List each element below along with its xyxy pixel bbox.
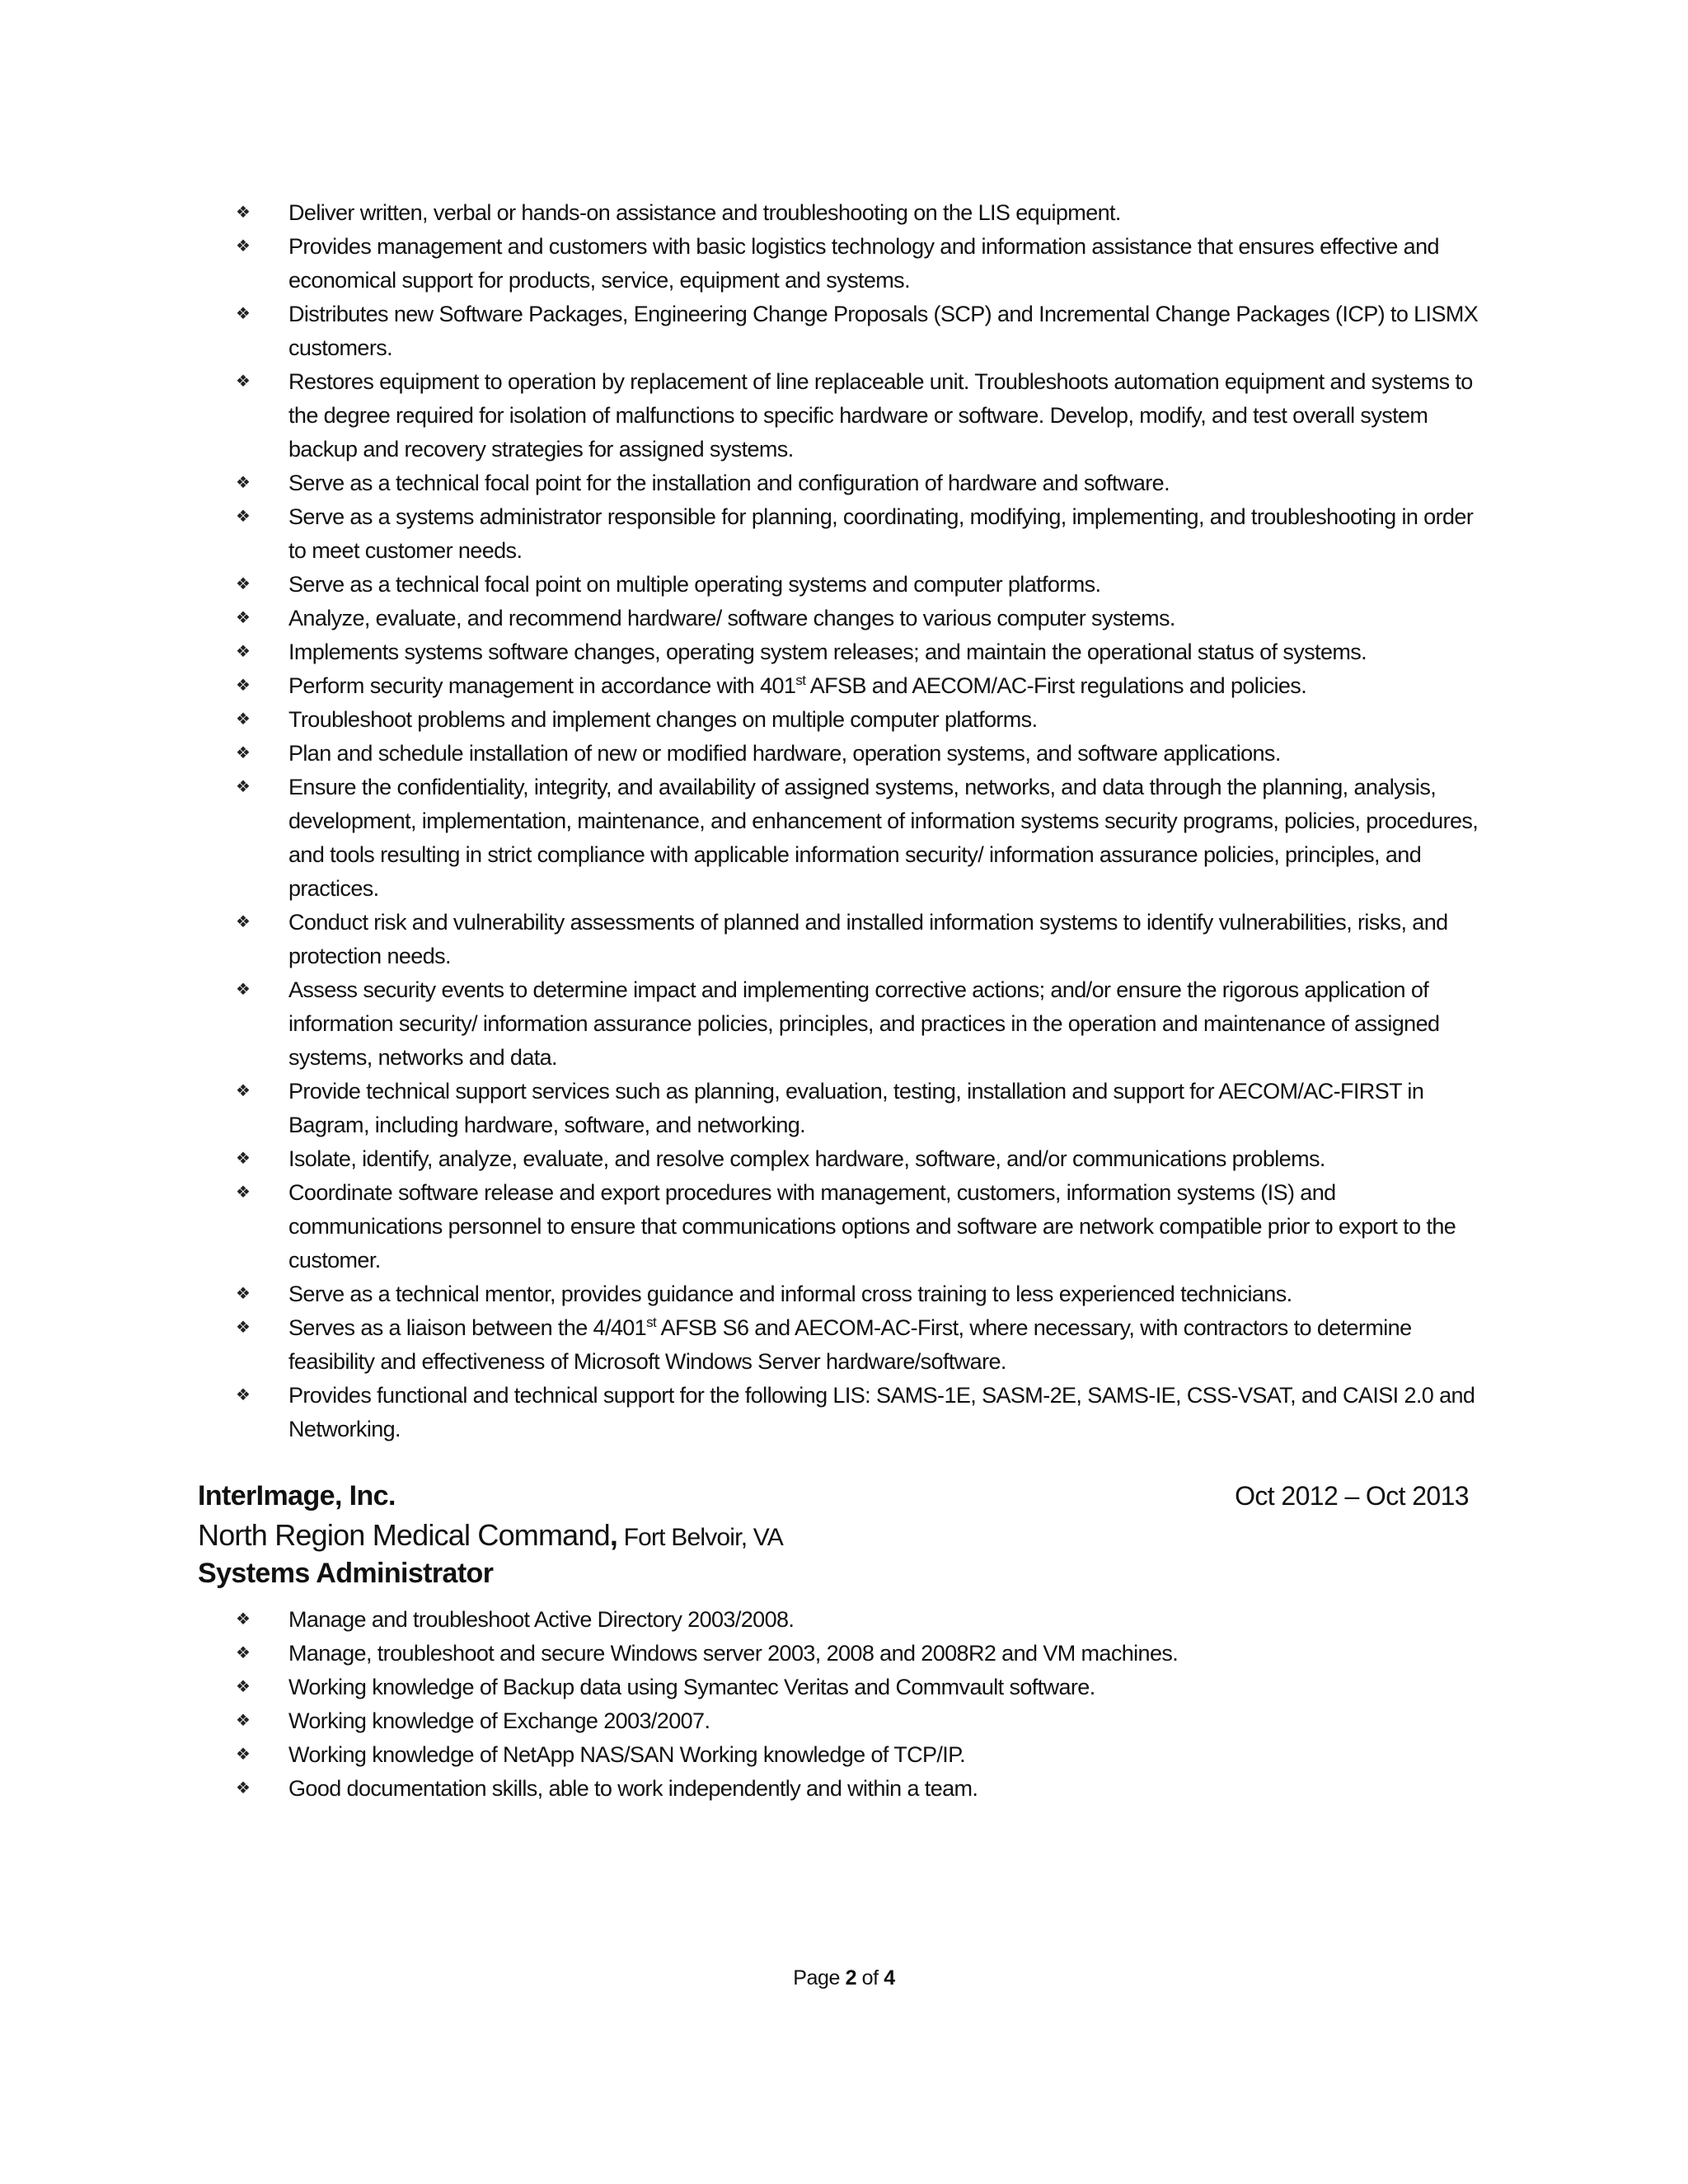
bullet-item: [198, 1704, 1492, 1738]
bullet-diamond-icon: ❖: [236, 1712, 251, 1730]
bullet-item: [198, 1176, 1492, 1277]
bullet-text: Serve as a technical mentor, provides guidance and informal cross training to less experienced technicians.: [288, 1282, 1292, 1306]
bullet-diamond-icon: ❖: [236, 237, 251, 255]
bullet-text: Serve as a systems administrator responsible for planning, coordinating, modifying, implementing, and troubleshooting in order to meet customer needs.: [288, 504, 1474, 563]
bullet-text: Manage and troubleshoot Active Directory 2003/2008.: [288, 1607, 795, 1632]
bullet-diamond-icon: ❖: [236, 1610, 251, 1629]
bullet-diamond-icon: ❖: [236, 677, 251, 695]
bullet-item: [198, 771, 1492, 906]
bullet-diamond-icon: ❖: [236, 1386, 251, 1404]
bullet-diamond-icon: ❖: [236, 305, 251, 323]
bullet-diamond-icon: ❖: [236, 1285, 251, 1303]
bullet-item: [198, 568, 1492, 602]
bullet-text: Distributes new Software Packages, Engineering Change Proposals (SCP) and Incremental Change Packages (ICP) to LISMX customers.: [288, 302, 1479, 360]
company-name: InterImage, Inc.: [198, 1480, 396, 1511]
bullet-text: Perform security management in accordance with 401: [288, 673, 796, 698]
bullet-diamond-icon: ❖: [236, 1678, 251, 1696]
bullet-text: Good documentation skills, able to work independently and within a team.: [288, 1776, 978, 1801]
ordinal-suffix: st: [795, 673, 806, 688]
duties-list: [198, 196, 1492, 1446]
bullet-text: Deliver written, verbal or hands-on assistance and troubleshooting on the LIS equipment.: [288, 200, 1121, 225]
bullet-text: Analyze, evaluate, and recommend hardware/ software changes to various computer systems.: [288, 606, 1175, 630]
bullet-text-cont: AFSB and AECOM/AC-First regulations and policies.: [805, 673, 1307, 698]
bullet-item: [198, 298, 1492, 365]
bullet-text: Troubleshoot problems and implement changes on multiple computer platforms.: [288, 707, 1038, 732]
bullet-item: [198, 669, 1492, 703]
bullet-text: Provides management and customers with basic logistics technology and information assistance that ensures effective and economical support for products, service, equipment and systems.: [288, 234, 1439, 293]
bullet-item: [198, 365, 1492, 466]
job-location: Fort Belvoir, VA: [617, 1524, 783, 1551]
bullet-diamond-icon: ❖: [236, 1082, 251, 1100]
bullet-diamond-icon: ❖: [236, 1779, 251, 1797]
bullet-diamond-icon: ❖: [236, 474, 251, 492]
page-of-label: of: [856, 1966, 884, 1990]
bullet-text: Serve as a technical focal point on multiple operating systems and computer platforms.: [288, 572, 1101, 597]
bullet-diamond-icon: ❖: [236, 1183, 251, 1202]
bullet-item: [198, 1311, 1492, 1379]
bullet-text: Serves as a liaison between the 4/401: [288, 1315, 647, 1340]
bullet-item: [198, 1637, 1492, 1671]
bullet-text: Working knowledge of Exchange 2003/2007.: [288, 1708, 710, 1733]
bullet-item: [198, 230, 1492, 298]
job-header: [198, 1480, 1469, 1512]
job-title: Systems Administrator: [198, 1558, 494, 1589]
bullet-item: [198, 466, 1492, 500]
bullet-diamond-icon: ❖: [236, 981, 251, 999]
page-label: Page: [793, 1966, 846, 1990]
bullet-text: Provide technical support services such as planning, evaluation, testing, installation and support for AECOM/AC-FIRST in Bagram, including hardware, software, and networking.: [288, 1079, 1424, 1137]
bullet-diamond-icon: ❖: [236, 575, 251, 593]
bullet-text: Ensure the confidentiality, integrity, and availability of assigned systems, networks, and data through the planning, analysis, development, implementation, maintenance, and enhancement of information systems security programs, policies, procedures, and tools resulting in strict compliance with applicable information security/ information assurance policies, principles, and practices.: [288, 775, 1479, 901]
bullet-text: Conduct risk and vulnerability assessments of planned and installed information systems to identify vulnerabilities, risks, and protection needs.: [288, 910, 1448, 968]
ordinal-suffix: st: [646, 1315, 657, 1330]
bullet-diamond-icon: ❖: [236, 778, 251, 796]
bullet-item: [198, 602, 1492, 635]
organization-name: North Region Medical Command: [198, 1518, 610, 1552]
bullet-text: Isolate, identify, analyze, evaluate, and resolve complex hardware, software, and/or communications problems.: [288, 1146, 1325, 1171]
bullet-text-cont: AFSB S6 and AECOM-AC-First, where necessary, with contractors to determine feasibility and effectiveness of Microsoft Windows Server hardware/software.: [288, 1315, 1412, 1374]
bullet-diamond-icon: ❖: [236, 643, 251, 661]
page-total: 4: [884, 1966, 895, 1990]
bullet-item: [198, 1772, 1492, 1806]
page-footer: [0, 1966, 1688, 1990]
bullet-text: Provides functional and technical support for the following LIS: SAMS-1E, SASM-2E, SAMS-IE, CSS-VSAT, and CAISI 2.0 and Networking.: [288, 1383, 1475, 1441]
bullet-diamond-icon: ❖: [236, 1319, 251, 1337]
bullet-text: Serve as a technical focal point for the installation and configuration of hardware and software.: [288, 471, 1170, 495]
organization-line: [198, 1518, 783, 1553]
bullet-item: [198, 1142, 1492, 1176]
bullet-diamond-icon: ❖: [236, 744, 251, 762]
organization-comma: ,: [609, 1518, 618, 1552]
bullet-text: Coordinate software release and export procedures with management, customers, information systems (IS) and communications personnel to ensure that communications options and software are network compatible prior to export to the customer.: [288, 1180, 1456, 1272]
bullet-text: Assess security events to determine impact and implementing corrective actions; and/or ensure the rigorous application of information security/ information assurance policies, principles, and practices in the operation and maintenance of assigned systems, networks and data.: [288, 977, 1440, 1070]
bullet-diamond-icon: ❖: [236, 508, 251, 526]
bullet-item: [198, 906, 1492, 973]
bullet-item: [198, 1603, 1492, 1637]
bullet-diamond-icon: ❖: [236, 913, 251, 931]
bullet-text: Working knowledge of NetApp NAS/SAN Working knowledge of TCP/IP.: [288, 1742, 966, 1767]
bullet-item: [198, 973, 1492, 1075]
bullet-item: [198, 1738, 1492, 1772]
bullet-text: Manage, troubleshoot and secure Windows server 2003, 2008 and 2008R2 and VM machines.: [288, 1641, 1179, 1666]
page-current: 2: [845, 1966, 857, 1990]
bullet-diamond-icon: ❖: [236, 204, 251, 222]
bullet-item: [198, 196, 1492, 230]
bullet-item: [198, 1277, 1492, 1311]
bullet-text: Restores equipment to operation by replacement of line replaceable unit. Troubleshoots automation equipment and systems to the degree required for isolation of malfunctions to specific hardware or software. Develop, modify, and test overall system backup and recovery strategies for assigned systems.: [288, 369, 1473, 462]
bullet-item: [198, 737, 1492, 771]
bullet-text: Implements systems software changes, operating system releases; and maintain the operational status of systems.: [288, 640, 1367, 664]
bullet-item: [198, 1671, 1492, 1704]
bullet-item: [198, 1075, 1492, 1142]
bullet-text: Working knowledge of Backup data using Symantec Veritas and Commvault software.: [288, 1675, 1095, 1699]
bullet-text: Plan and schedule installation of new or modified hardware, operation systems, and software applications.: [288, 741, 1281, 766]
bullet-diamond-icon: ❖: [236, 373, 251, 391]
bullet-diamond-icon: ❖: [236, 1644, 251, 1662]
bullet-item: [198, 1379, 1492, 1446]
bullet-diamond-icon: ❖: [236, 609, 251, 627]
bullet-diamond-icon: ❖: [236, 710, 251, 729]
bullet-diamond-icon: ❖: [236, 1746, 251, 1764]
bullet-item: [198, 500, 1492, 568]
employment-dates: Oct 2012 – Oct 2013: [1235, 1481, 1469, 1511]
job-duties-list: [198, 1603, 1492, 1806]
bullet-diamond-icon: ❖: [236, 1150, 251, 1168]
bullet-item: [198, 635, 1492, 669]
bullet-item: [198, 703, 1492, 737]
